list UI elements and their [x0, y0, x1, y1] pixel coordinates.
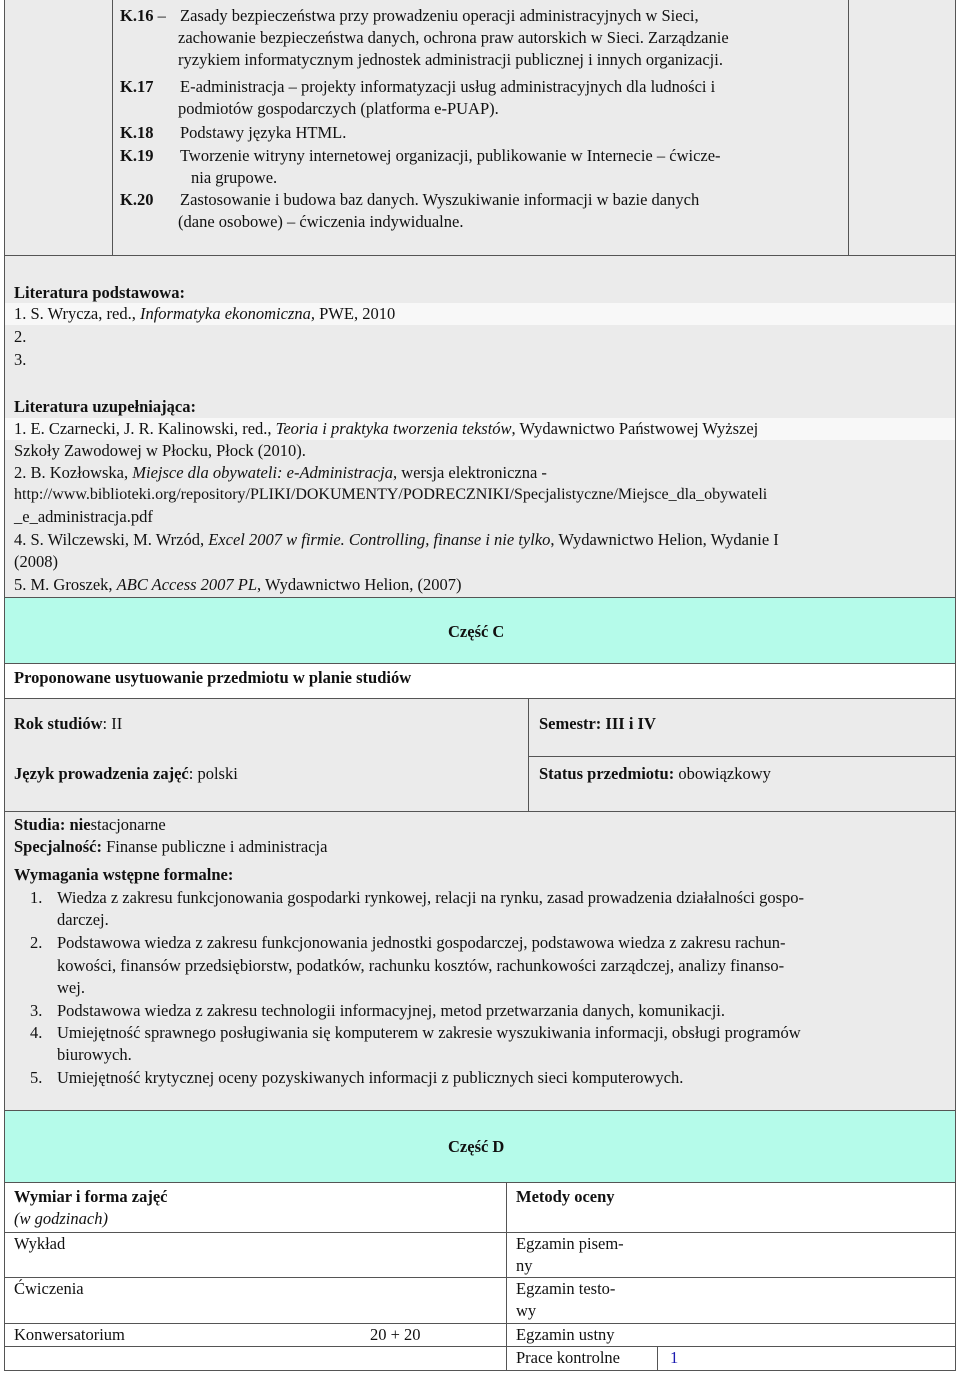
form-seminar: Konwersatorium [14, 1325, 125, 1344]
lit-extra-line2: Szkoły Zawodowej w Płocku, Płock (2010). [14, 441, 306, 460]
status-field: Status przedmiotu: obowiązkowy [539, 764, 771, 783]
part-d-col1-heading: Wymiar i forma zajęć [14, 1187, 168, 1206]
semester-field: Semestr: III i IV [539, 714, 656, 733]
part-d-col2-heading: Metody oceny [516, 1187, 615, 1206]
part-d-count-divider [657, 1346, 658, 1371]
req-1-line2: darczej. [57, 910, 109, 929]
lit-basic-item1: 1. S. Wrycza, red., Informatyka ekonomiczna, PWE, 2010 [14, 304, 396, 323]
lit-extra-heading: Literatura uzupełniająca: [14, 397, 196, 416]
req-4-line1: Umiejętność sprawnego posługiwania się komputerem w zakresie wyszukiwania informacji, obsługi programów [57, 1023, 801, 1042]
req-5-line1: Umiejętność krytycznej oceny pozyskiwanych informacji z publicznych sieci komputerowych. [57, 1068, 684, 1087]
topics-inner-right-border [848, 0, 849, 256]
req-4-line2: biurowych. [57, 1045, 132, 1064]
form-lecture: Wykład [14, 1234, 66, 1253]
placement-heading: Proponowane usytuowanie przedmiotu w planie studiów [14, 668, 412, 687]
hours-seminar: 20 + 20 [370, 1325, 421, 1344]
method-control-works: Prace kontrolne [516, 1348, 621, 1367]
lit-extra-line1: 1. E. Czarnecki, J. R. Kalinowski, red., Teoria i praktyka tworzenia tekstów, Wydawnictwo Państwowej Wyższej [14, 419, 759, 438]
topics-inner-left-border [112, 0, 113, 256]
topic-k19-line1: Tworzenie witryny internetowej organizacji, publikowanie w Internecie – ćwicze- [180, 146, 721, 165]
lit-extra-line7: (2008) [14, 552, 58, 571]
method-test-exam: Egzamin testo- wy [516, 1279, 616, 1320]
req-1-num: 1. [30, 888, 43, 907]
req-2-line2: kowości, finansów przedsiębiorstw, podatków, rachunku kosztów, rachunkowości zarządczej, analizy finanso- [57, 956, 785, 975]
topic-k20-line2: (dane osobowe) – ćwiczenia indywidualne. [178, 212, 464, 231]
part-d-col1-sub: (w godzinach) [14, 1209, 108, 1228]
req-3-num: 3. [30, 1001, 43, 1020]
lit-extra-url-cont: _e_administracja.pdf [14, 507, 153, 526]
req-1-line1: Wiedza z zakresu funkcjonowania gospodarki rynkowej, relacji na rynku, zasad prowadzenia działalności gospo- [57, 888, 805, 907]
topic-k18-line1: Podstawy języka HTML. [180, 123, 347, 142]
method-written-exam: Egzamin pisem- ny [516, 1234, 624, 1275]
placement-grid-divider [528, 698, 529, 812]
topic-code-k17: K.17 [120, 77, 154, 96]
spec-field: Specjalność: Finanse publiczne i administracja [14, 837, 328, 856]
lit-extra-url[interactable]: http://www.biblioteki.org/repository/PLIKI/DOKUMENTY/PODRECZNIKI/Specjalistyczne/Miejsce_dla_obywateli [14, 486, 768, 503]
part-d-hline-4 [4, 1346, 956, 1347]
topic-k17-line2: podmiotów gospodarczych (platforma e-PUAP). [178, 99, 499, 118]
topic-code-k19: K.19 [120, 146, 154, 165]
req-2-num: 2. [30, 933, 43, 952]
part-d-title: Część D [448, 1137, 505, 1156]
topic-code-k20: K.20 [120, 190, 154, 209]
topic-k19-line2: nia grupowe. [191, 168, 278, 187]
req-heading: Wymagania wstępne formalne: [14, 865, 234, 884]
control-works-count: 1 [670, 1348, 679, 1367]
method-oral-exam: Egzamin ustny [516, 1325, 615, 1344]
lit-basic-item3: 3. [14, 350, 27, 369]
lit-extra-line3: 2. B. Kozłowska, Miejsce dla obywateli: e-Administracja, wersja elektroniczna - [14, 463, 547, 482]
part-c-title: Część C [448, 622, 505, 641]
req-4-num: 4. [30, 1023, 43, 1042]
lit-extra-line8: 5. M. Groszek, ABC Access 2007 PL, Wydawnictwo Helion, (2007) [14, 575, 462, 594]
topic-k16-line1: Zasady bezpieczeństwa przy prowadzeniu operacji administracyjnych w Sieci, [180, 6, 699, 25]
part-d-hline-3 [4, 1323, 956, 1324]
req-5-num: 5. [30, 1068, 43, 1087]
form-exercises: Ćwiczenia [14, 1279, 84, 1298]
lit-basic-heading: Literatura podstawowa: [14, 283, 185, 302]
lit-extra-line6: 4. S. Wilczewski, M. Wrzód, Excel 2007 w firmie. Controlling, finanse i nie tylko, Wydawnictwo Helion, Wydanie I [14, 530, 779, 549]
req-2-line3: wej. [57, 978, 85, 997]
topic-k20-line1: Zastosowanie i budowa baz danych. Wyszukiwanie informacji w bazie danych [180, 190, 700, 209]
placement-grid [4, 698, 956, 812]
part-d-hline-2 [4, 1277, 956, 1278]
studia-field: Studia: niestacjonarne [14, 815, 166, 834]
req-2-line1: Podstawowa wiedza z zakresu funkcjonowania jednostki gospodarczej, podstawowa wiedza z zakresu rachun- [57, 933, 786, 952]
part-d-hline-1 [4, 1232, 956, 1233]
topic-k16-line3: ryzykiem informatycznym jednostek administracji publicznej i innych organizacji. [178, 50, 723, 69]
year-underline [528, 756, 956, 757]
lit-basic-item2: 2. [14, 327, 27, 346]
req-3-line1: Podstawowa wiedza z zakresu technologii informacyjnej, metod przetwarzania danych, komunikacji. [57, 1001, 726, 1020]
year-field: Rok studiów: II [14, 714, 123, 733]
topic-code-k18: K.18 [120, 123, 154, 142]
language-field: Język prowadzenia zajęć: polski [14, 764, 238, 783]
topic-k17-line1: E-administracja – projekty informatyzacji usług administracyjnych dla ludności i [180, 77, 716, 96]
topic-k16-line2: zachowanie bezpieczeństwa danych, ochrona praw autorskich w Sieci. Zarządzanie [178, 28, 729, 47]
topic-code-k16: K.16 – [120, 6, 166, 25]
